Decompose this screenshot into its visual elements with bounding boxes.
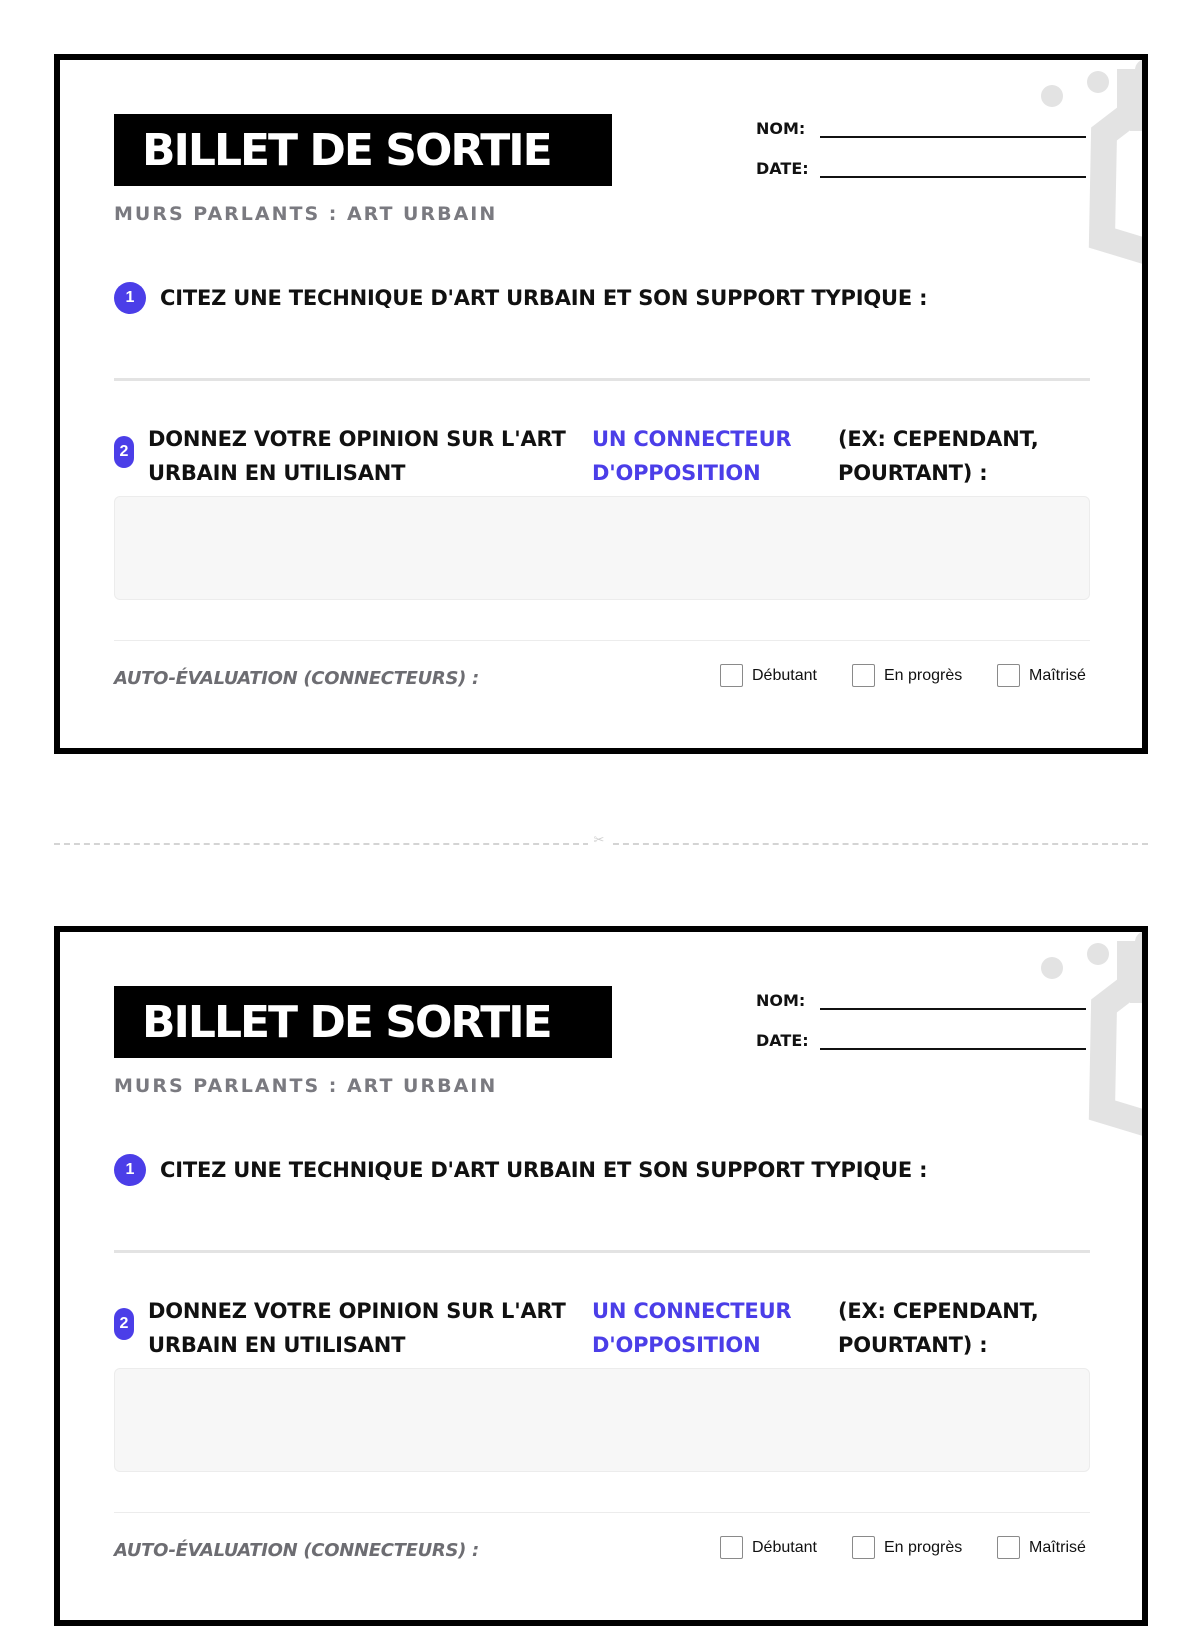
name-field[interactable] bbox=[756, 988, 1086, 1010]
name-field[interactable] bbox=[756, 116, 1086, 138]
divider bbox=[114, 640, 1090, 641]
ticket-title: BILLET DE SORTIE bbox=[114, 986, 612, 1058]
answer-box[interactable] bbox=[114, 496, 1090, 600]
question-2-example: (EX: CEPENDANT, POURTANT) : bbox=[838, 427, 1039, 485]
question-number-badge: 1 bbox=[114, 1154, 146, 1186]
exit-ticket bbox=[54, 926, 1148, 1626]
date-line[interactable] bbox=[820, 156, 1086, 178]
checkbox[interactable] bbox=[997, 1536, 1020, 1559]
ticket-title: BILLET DE SORTIE bbox=[114, 114, 612, 186]
question-2-highlight: UN CONNECTEUR D'OPPOSITION bbox=[592, 1299, 792, 1357]
option-label: Débutant bbox=[752, 1538, 817, 1556]
ticket-subtitle: MURS PARLANTS : ART URBAIN bbox=[114, 1075, 498, 1097]
date-line[interactable] bbox=[820, 1028, 1086, 1050]
checkbox[interactable] bbox=[720, 1536, 743, 1559]
scissors-icon: ✂ bbox=[588, 832, 610, 848]
question-2-text: DONNEZ VOTRE OPINION SUR L'ART URBAIN EN UTILISANT bbox=[148, 1299, 566, 1357]
option-label: Débutant bbox=[752, 666, 817, 684]
checkbox[interactable] bbox=[852, 664, 875, 687]
date-label: DATE: bbox=[756, 1031, 809, 1050]
option-label: Maîtrisé bbox=[1029, 666, 1086, 684]
question-number-badge: 2 bbox=[114, 1308, 134, 1340]
option-label: En progrès bbox=[884, 1538, 963, 1556]
checkbox[interactable] bbox=[720, 664, 743, 687]
divider bbox=[114, 1512, 1090, 1513]
name-label: NOM: bbox=[756, 991, 806, 1010]
self-eval-option-debutant[interactable] bbox=[720, 1536, 817, 1559]
question-2-example: (EX: CEPENDANT, POURTANT) : bbox=[838, 1299, 1039, 1357]
question-2-text: DONNEZ VOTRE OPINION SUR L'ART URBAIN EN UTILISANT bbox=[148, 427, 566, 485]
question-1-text: CITEZ UNE TECHNIQUE D'ART URBAIN ET SON SUPPORT TYPIQUE : bbox=[160, 1158, 928, 1182]
self-eval-option-maitrise[interactable] bbox=[997, 664, 1086, 687]
name-line[interactable] bbox=[820, 988, 1086, 1010]
answer-line[interactable] bbox=[114, 1250, 1090, 1253]
exit-ticket bbox=[54, 54, 1148, 754]
question-number-badge: 1 bbox=[114, 282, 146, 314]
checkbox[interactable] bbox=[997, 664, 1020, 687]
question-2-highlight: UN CONNECTEUR D'OPPOSITION bbox=[592, 427, 792, 485]
date-field[interactable] bbox=[756, 156, 1086, 178]
name-line[interactable] bbox=[820, 116, 1086, 138]
checkbox[interactable] bbox=[852, 1536, 875, 1559]
self-eval-option-en-progres[interactable] bbox=[852, 664, 962, 687]
answer-box[interactable] bbox=[114, 1368, 1090, 1472]
self-eval-option-en-progres[interactable] bbox=[852, 1536, 962, 1559]
self-eval-label: AUTO-ÉVALUATION (CONNECTEURS) : bbox=[114, 1540, 479, 1561]
name-label: NOM: bbox=[756, 119, 806, 138]
question-1-text: CITEZ UNE TECHNIQUE D'ART URBAIN ET SON SUPPORT TYPIQUE : bbox=[160, 286, 928, 310]
self-eval-option-debutant[interactable] bbox=[720, 664, 817, 687]
answer-line[interactable] bbox=[114, 378, 1090, 381]
question-number-badge: 2 bbox=[114, 436, 134, 468]
question-1 bbox=[114, 282, 927, 314]
self-eval-label: AUTO-ÉVALUATION (CONNECTEURS) : bbox=[114, 668, 479, 689]
date-field[interactable] bbox=[756, 1028, 1086, 1050]
ticket-subtitle: MURS PARLANTS : ART URBAIN bbox=[114, 203, 498, 225]
self-eval-option-maitrise[interactable] bbox=[997, 1536, 1086, 1559]
date-label: DATE: bbox=[756, 159, 809, 178]
option-label: En progrès bbox=[884, 666, 963, 684]
option-label: Maîtrisé bbox=[1029, 1538, 1086, 1556]
question-1 bbox=[114, 1154, 927, 1186]
